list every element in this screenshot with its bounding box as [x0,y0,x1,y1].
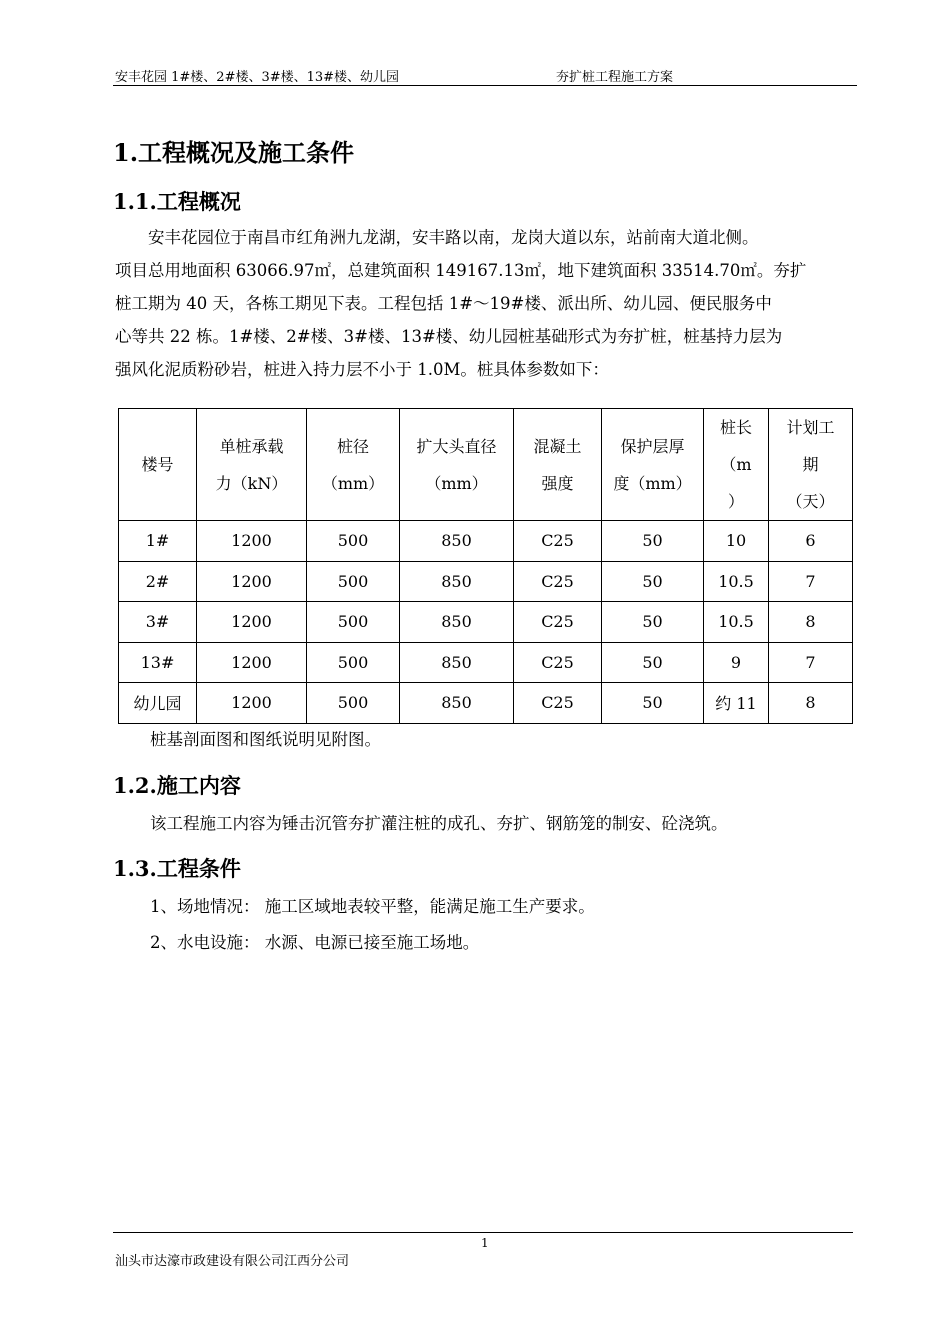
overview-line: 心等共 22 栋。1#楼、2#楼、3#楼、13#楼、幼儿园桩基础形式为夯扩桩，桩基持力层为 [115,327,783,346]
table-cell: 10.5 [704,561,769,602]
table-row [119,521,853,562]
table-header-text: 计划工 [786,418,835,437]
table-cell: 1200 [197,683,307,724]
table-cell: 10 [704,521,769,562]
overview-line: 强风化泥质粉砂岩，桩进入持力层不小于 1.0M。桩具体参数如下： [115,360,609,379]
header-rule [113,85,857,86]
header-document-title: 夯扩桩工程施工方案 [556,70,674,85]
construction-content-text: 该工程施工内容为锤击沉管夯扩灌注桩的成孔、夯扩、钢筋笼的制安、砼浇筑。 [150,814,728,833]
table-cell: 幼儿园 [119,683,197,724]
table-cell: 850 [400,561,514,602]
table-cell: 1200 [197,561,307,602]
table-row [119,683,853,724]
table-cell: 1200 [197,602,307,643]
table-cell: 2# [119,561,197,602]
table-header-cell [400,409,514,521]
table-header-text: 楼号 [141,455,174,474]
table-cell: 9 [704,642,769,683]
table-cell: C25 [514,642,602,683]
section-1-2-title: 1.2.施工内容 [113,773,241,798]
section-1-3-title: 1.3.工程条件 [113,856,241,881]
overview-line: 项目总用地面积 63066.97㎡，总建筑面积 149167.13㎡，地下建筑面积 33514.70㎡。夯扩 [115,261,807,280]
table-cell: 8 [769,602,853,643]
header-project-name: 安丰花园 1#楼、2#楼、3#楼、13#楼、幼儿园 [115,70,400,85]
table-cell: 1200 [197,521,307,562]
table-header-text: （m [720,455,752,474]
table-header-row [119,409,853,521]
table-cell: 约 11 [704,683,769,724]
table-header-text: 期 [802,455,819,474]
condition-item-site: 1、场地情况： 施工区域地表较平整，能满足施工生产要求。 [150,897,595,916]
table-cell: C25 [514,521,602,562]
table-cell: 50 [602,683,704,724]
table-cell: 50 [602,521,704,562]
table-cell: 850 [400,521,514,562]
table-cell: 8 [769,683,853,724]
condition-item-utilities: 2、水电设施： 水源、电源已接至施工场地。 [150,933,480,952]
table-cell: 50 [602,602,704,643]
table-header-text: 单桩承载 [219,436,284,456]
table-cell: 500 [307,561,400,602]
table-header-text: 力（kN） [215,473,288,493]
table-header-text: 保护层厚 [620,436,685,456]
table-cell: 50 [602,561,704,602]
table-row [119,642,853,683]
table-header-cell [769,409,853,521]
table-cell: 500 [307,642,400,683]
table-header-cell [197,409,307,521]
section-1-1-title: 1.1.工程概况 [113,189,241,214]
overview-line: 安丰花园位于南昌市红角洲九龙湖，安丰路以南，龙岗大道以东，站前南大道北侧。 [115,228,759,247]
table-cell: 3# [119,602,197,643]
table-cell: 500 [307,521,400,562]
table-header-cell [704,409,769,521]
table-cell: 1# [119,521,197,562]
table-cell: 850 [400,642,514,683]
table-cell: 7 [769,561,853,602]
table-cell: 850 [400,683,514,724]
table-cell: 6 [769,521,853,562]
table-header-text: 度（mm） [613,473,692,493]
footer-company: 汕头市达濠市政建设有限公司江西分公司 [115,1254,350,1269]
table-header-text: ） [727,492,744,511]
table-header-text: （mm） [321,473,385,493]
table-cell: 10.5 [704,602,769,643]
table-note: 桩基剖面图和图纸说明见附图。 [150,730,381,749]
section-1-title: 1.工程概况及施工条件 [113,138,355,167]
table-header-text: 混凝土 [533,436,582,456]
overview-line: 桩工期为 40 天，各栋工期见下表。工程包括 1#～19#楼、派出所、幼儿园、便民服务中 [115,294,772,313]
table-cell: 500 [307,602,400,643]
table-cell: 13# [119,642,197,683]
table-header-cell [119,409,197,521]
table-cell: 850 [400,602,514,643]
table-cell: 7 [769,642,853,683]
table-cell: C25 [514,561,602,602]
footer-rule [113,1232,853,1233]
table-header-text: 扩大头直径 [416,436,497,456]
table-row [119,561,853,602]
table-cell: 1200 [197,642,307,683]
table-header-text: （mm） [425,473,488,493]
page-number: 1 [481,1236,489,1250]
table-header-text: （天） [786,492,835,511]
table-row [119,602,853,643]
table-cell: C25 [514,683,602,724]
table-header-cell [307,409,400,521]
overview-paragraph [115,221,857,386]
table-cell: 50 [602,642,704,683]
table-header-cell [514,409,602,521]
table-header-text: 桩径 [336,436,369,456]
pile-parameter-table [118,408,853,724]
table-header-text: 强度 [541,473,574,493]
table-cell: 500 [307,683,400,724]
table-header-cell [602,409,704,521]
table-cell: C25 [514,602,602,643]
table-header-text: 桩长 [719,418,752,437]
